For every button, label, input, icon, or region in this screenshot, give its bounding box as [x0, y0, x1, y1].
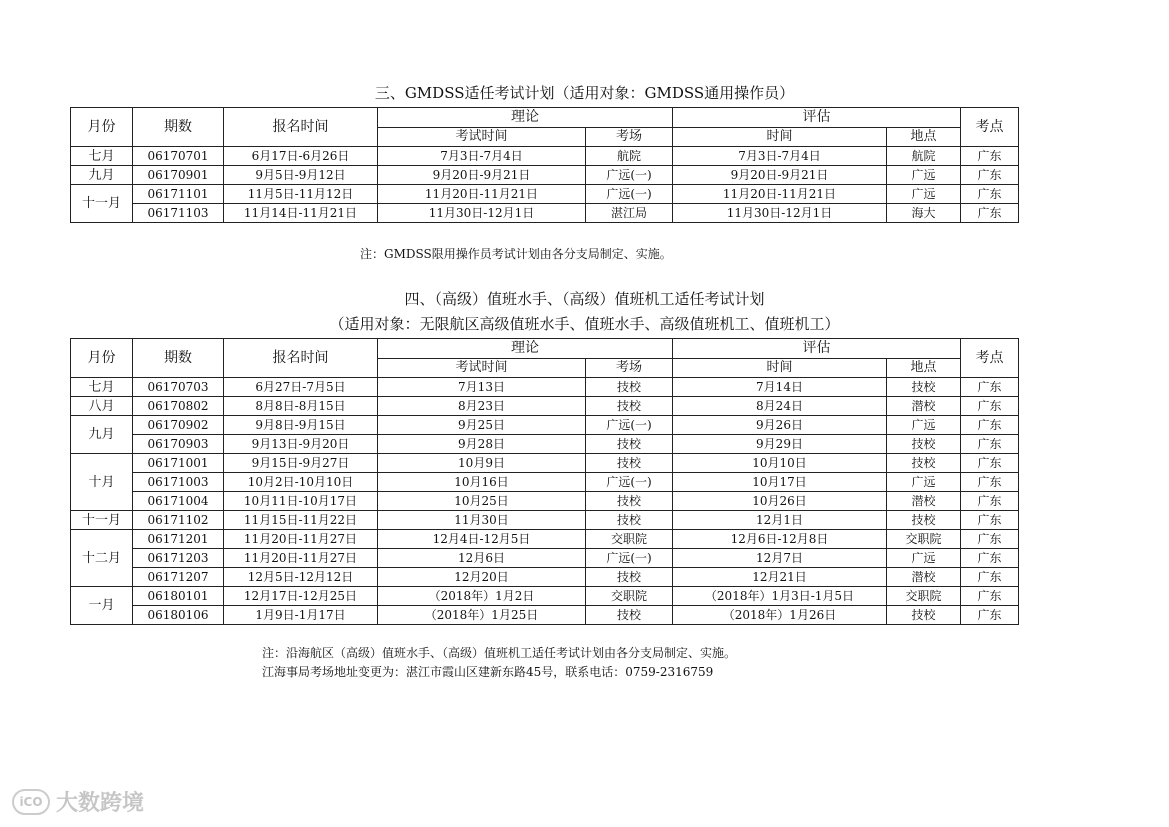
eval-time-cell: 11月30日-12月1日 [673, 204, 887, 223]
eval-place-cell: 潜校 [887, 492, 961, 511]
exam-location-cell: 广东 [961, 587, 1019, 606]
exam-time-cell: 11月30日-12月1日 [378, 204, 586, 223]
header-registration: 报名时间 [224, 108, 378, 147]
eval-time-cell: 12月1日 [673, 511, 887, 530]
period-cell: 06170701 [133, 147, 224, 166]
period-cell: 06170901 [133, 166, 224, 185]
month-cell: 七月 [71, 378, 133, 397]
period-cell: 06180106 [133, 606, 224, 625]
header-registration: 报名时间 [224, 339, 378, 378]
header-evaluation: 评估 [673, 339, 961, 359]
watermark [12, 786, 144, 817]
header-theory: 理论 [378, 108, 673, 128]
exam-time-cell: 8月23日 [378, 397, 586, 416]
header-eval-time: 时间 [673, 127, 887, 147]
exam-venue-cell: 技校 [586, 378, 673, 397]
table-row [71, 378, 1019, 397]
exam-venue-cell: 技校 [586, 568, 673, 587]
eval-place-cell: 技校 [887, 606, 961, 625]
header-eval-time: 时间 [673, 358, 887, 378]
registration-cell: 9月13日-9月20日 [224, 435, 378, 454]
eval-time-cell: 9月26日 [673, 416, 887, 435]
header-exam-time: 考试时间 [378, 127, 586, 147]
exam-venue-cell: 技校 [586, 492, 673, 511]
table-row [71, 397, 1019, 416]
eval-place-cell: 技校 [887, 378, 961, 397]
month-cell: 九月 [71, 416, 133, 454]
gmdss-exam-table [70, 107, 1019, 223]
eval-place-cell: 广远 [887, 549, 961, 568]
exam-location-cell: 广东 [961, 511, 1019, 530]
table-row [71, 185, 1019, 204]
exam-venue-cell: 湛江局 [586, 204, 673, 223]
exam-time-cell: 12月6日 [378, 549, 586, 568]
period-cell: 06171004 [133, 492, 224, 511]
registration-cell: 9月8日-9月15日 [224, 416, 378, 435]
exam-time-cell: 9月28日 [378, 435, 586, 454]
eval-place-cell: 潜校 [887, 397, 961, 416]
address-change-note: 江海事局考场地址变更为：湛江市霞山区建新东路45号，联系电话：0759-2316759 [262, 665, 714, 679]
exam-location-cell: 广东 [961, 549, 1019, 568]
eval-time-cell: 8月24日 [673, 397, 887, 416]
month-cell: 七月 [71, 147, 133, 166]
registration-cell: 6月27日-7月5日 [224, 378, 378, 397]
period-cell: 06170703 [133, 378, 224, 397]
period-cell: 06171001 [133, 454, 224, 473]
registration-cell: 12月17日-12月25日 [224, 587, 378, 606]
exam-time-cell: 10月9日 [378, 454, 586, 473]
exam-time-cell: 11月30日 [378, 511, 586, 530]
exam-location-cell: 广东 [961, 204, 1019, 223]
exam-time-cell: （2018年）1月25日 [378, 606, 586, 625]
table-row [71, 204, 1019, 223]
eval-time-cell: 9月29日 [673, 435, 887, 454]
eval-time-cell: 7月3日-7月4日 [673, 147, 887, 166]
registration-cell: 11月14日-11月21日 [224, 204, 378, 223]
period-cell: 06180101 [133, 587, 224, 606]
registration-cell: 10月11日-10月17日 [224, 492, 378, 511]
eval-time-cell: （2018年）1月3日-1月5日 [673, 587, 887, 606]
registration-cell: 6月17日-6月26日 [224, 147, 378, 166]
month-cell: 十二月 [71, 530, 133, 587]
gmdss-table-body [71, 147, 1019, 223]
month-cell: 九月 [71, 166, 133, 185]
eval-time-cell: 11月20日-11月21日 [673, 185, 887, 204]
exam-location-cell: 广东 [961, 397, 1019, 416]
eval-place-cell: 技校 [887, 454, 961, 473]
exam-location-cell: 广东 [961, 568, 1019, 587]
table-row [71, 511, 1019, 530]
eval-time-cell: 12月7日 [673, 549, 887, 568]
exam-time-cell: 11月20日-11月21日 [378, 185, 586, 204]
exam-location-cell: 广东 [961, 530, 1019, 549]
exam-time-cell: 10月25日 [378, 492, 586, 511]
registration-cell: 10月2日-10月10日 [224, 473, 378, 492]
exam-venue-cell: 技校 [586, 606, 673, 625]
eval-time-cell: 10月17日 [673, 473, 887, 492]
header-exam-time: 考试时间 [378, 358, 586, 378]
eval-place-cell: 广远 [887, 416, 961, 435]
exam-location-cell: 广东 [961, 435, 1019, 454]
eval-place-cell: 技校 [887, 511, 961, 530]
period-cell: 06171201 [133, 530, 224, 549]
exam-location-cell: 广东 [961, 416, 1019, 435]
header-period: 期数 [133, 108, 224, 147]
exam-time-cell: （2018年）1月2日 [378, 587, 586, 606]
eval-place-cell: 广远 [887, 166, 961, 185]
exam-time-cell: 12月20日 [378, 568, 586, 587]
period-cell: 06170903 [133, 435, 224, 454]
eval-time-cell: 12月21日 [673, 568, 887, 587]
exam-venue-cell: 交职院 [586, 530, 673, 549]
exam-venue-cell: 技校 [586, 397, 673, 416]
section3-note: 注：GMDSS限用操作员考试计划由各分支局制定、实施。 [360, 247, 672, 261]
exam-location-cell: 广东 [961, 606, 1019, 625]
header-month: 月份 [71, 108, 133, 147]
eval-place-cell: 广远 [887, 473, 961, 492]
table-row [71, 587, 1019, 606]
eval-time-cell: 12月6日-12月8日 [673, 530, 887, 549]
eval-place-cell: 技校 [887, 435, 961, 454]
header-month: 月份 [71, 339, 133, 378]
registration-cell: 8月8日-8月15日 [224, 397, 378, 416]
table-row [71, 416, 1019, 435]
header-theory: 理论 [378, 339, 673, 359]
exam-time-cell: 7月3日-7月4日 [378, 147, 586, 166]
header-exam-venue: 考场 [586, 127, 673, 147]
section4-note: 注：沿海航区（高级）值班水手、（高级）值班机工适任考试计划由各分支局制定、实施。 [262, 646, 737, 660]
table-row [71, 147, 1019, 166]
eval-time-cell: 9月20日-9月21日 [673, 166, 887, 185]
exam-location-cell: 广东 [961, 185, 1019, 204]
header-period: 期数 [133, 339, 224, 378]
header-eval-place: 地点 [887, 127, 961, 147]
exam-location-cell: 广东 [961, 378, 1019, 397]
period-cell: 06171003 [133, 473, 224, 492]
month-cell: 一月 [71, 587, 133, 625]
eval-place-cell: 海大 [887, 204, 961, 223]
registration-cell: 12月5日-12月12日 [224, 568, 378, 587]
exam-venue-cell: 广远(一) [586, 185, 673, 204]
exam-time-cell: 7月13日 [378, 378, 586, 397]
table-row [71, 166, 1019, 185]
table-row [71, 454, 1019, 473]
exam-time-cell: 10月16日 [378, 473, 586, 492]
header-exam-location: 考点 [961, 108, 1019, 147]
header-evaluation: 评估 [673, 108, 961, 128]
period-cell: 06171203 [133, 549, 224, 568]
exam-venue-cell: 技校 [586, 511, 673, 530]
period-cell: 06171101 [133, 185, 224, 204]
exam-venue-cell: 交职院 [586, 587, 673, 606]
table-row [71, 473, 1019, 492]
header-eval-place: 地点 [887, 358, 961, 378]
eval-time-cell: 7月14日 [673, 378, 887, 397]
exam-location-cell: 广东 [961, 166, 1019, 185]
eval-place-cell: 交职院 [887, 530, 961, 549]
eval-place-cell: 潜校 [887, 568, 961, 587]
table-row [71, 492, 1019, 511]
month-cell: 十一月 [71, 511, 133, 530]
exam-venue-cell: 广远(一) [586, 166, 673, 185]
registration-cell: 11月20日-11月27日 [224, 549, 378, 568]
table-row [71, 549, 1019, 568]
exam-venue-cell: 广远(一) [586, 416, 673, 435]
exam-location-cell: 广东 [961, 492, 1019, 511]
eval-place-cell: 航院 [887, 147, 961, 166]
section3-title: 三、GMDSS适任考试计划（适用对象：GMDSS通用操作员） [374, 84, 795, 102]
eval-time-cell: 10月10日 [673, 454, 887, 473]
registration-cell: 9月5日-9月12日 [224, 166, 378, 185]
registration-cell: 1月9日-1月17日 [224, 606, 378, 625]
eval-place-cell: 广远 [887, 185, 961, 204]
exam-venue-cell: 广远(一) [586, 549, 673, 568]
exam-time-cell: 12月4日-12月5日 [378, 530, 586, 549]
exam-venue-cell: 技校 [586, 435, 673, 454]
table-row [71, 530, 1019, 549]
exam-location-cell: 广东 [961, 147, 1019, 166]
exam-location-cell: 广东 [961, 473, 1019, 492]
watchkeeping-exam-table [70, 338, 1019, 625]
period-cell: 06171103 [133, 204, 224, 223]
header-exam-location: 考点 [961, 339, 1019, 378]
watchkeeping-table-body [71, 378, 1019, 625]
registration-cell: 11月5日-11月12日 [224, 185, 378, 204]
eval-time-cell: 10月26日 [673, 492, 887, 511]
exam-venue-cell: 技校 [586, 454, 673, 473]
eval-place-cell: 交职院 [887, 587, 961, 606]
exam-venue-cell: 航院 [586, 147, 673, 166]
exam-location-cell: 广东 [961, 454, 1019, 473]
registration-cell: 9月15日-9月27日 [224, 454, 378, 473]
month-cell: 八月 [71, 397, 133, 416]
period-cell: 06171207 [133, 568, 224, 587]
month-cell: 十一月 [71, 185, 133, 223]
exam-venue-cell: 广远(一) [586, 473, 673, 492]
header-exam-venue: 考场 [586, 358, 673, 378]
eval-time-cell: （2018年）1月26日 [673, 606, 887, 625]
table-row [71, 568, 1019, 587]
month-cell: 十月 [71, 454, 133, 511]
table-row [71, 606, 1019, 625]
section4-subtitle: （适用对象：无限航区高级值班水手、值班水手、高级值班机工、值班机工） [329, 315, 840, 333]
period-cell: 06170902 [133, 416, 224, 435]
registration-cell: 11月20日-11月27日 [224, 530, 378, 549]
period-cell: 06171102 [133, 511, 224, 530]
period-cell: 06170802 [133, 397, 224, 416]
watermark-text: 大数跨境 [56, 791, 145, 816]
exam-time-cell: 9月20日-9月21日 [378, 166, 586, 185]
exam-time-cell: 9月25日 [378, 416, 586, 435]
registration-cell: 11月15日-11月22日 [224, 511, 378, 530]
section4-title: 四、（高级）值班水手、（高级）值班机工适任考试计划 [404, 290, 765, 308]
table-row [71, 435, 1019, 454]
watermark-logo-icon: iCO [12, 789, 50, 815]
